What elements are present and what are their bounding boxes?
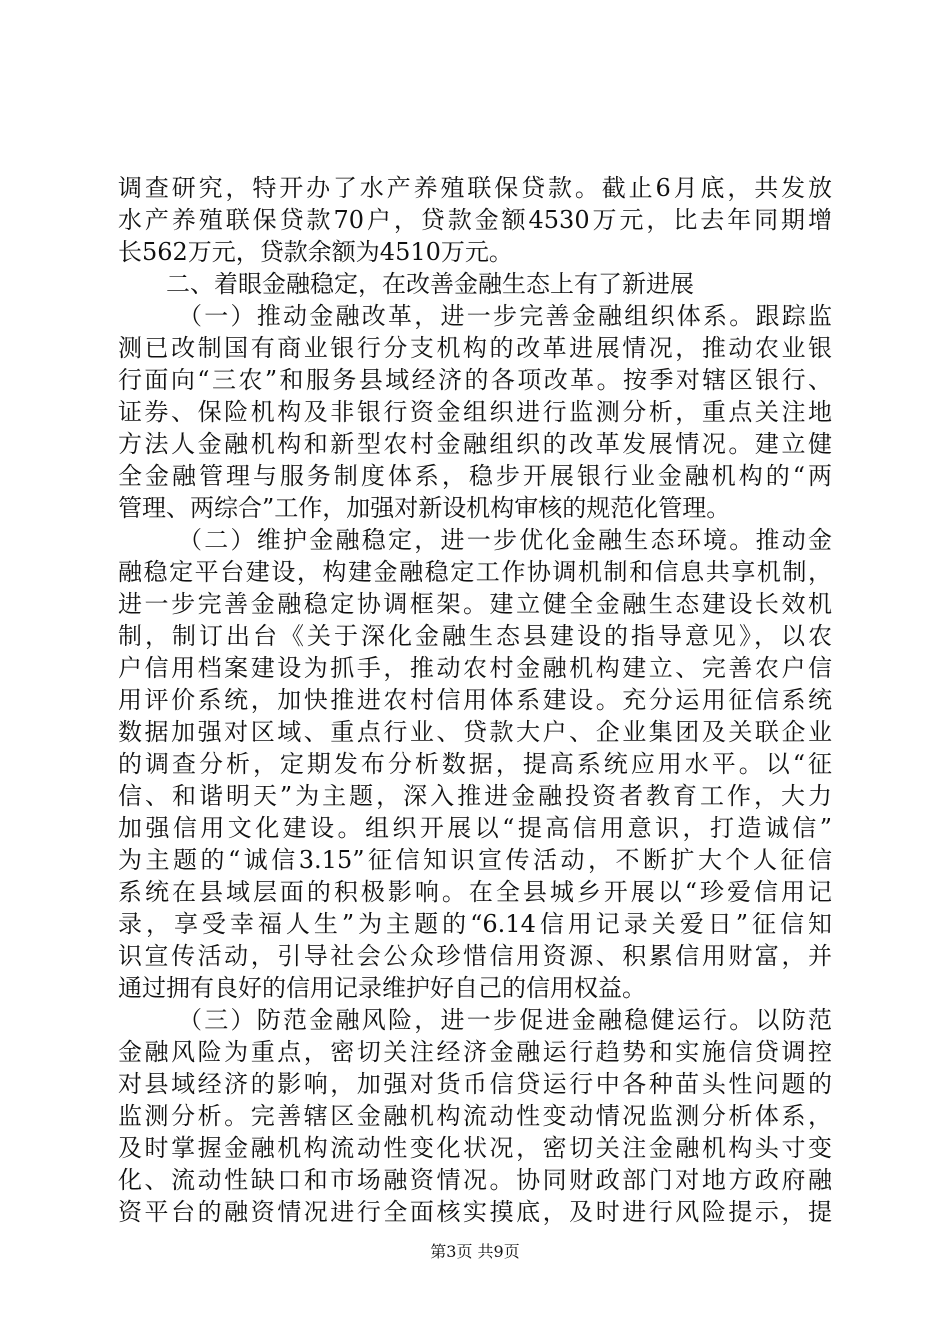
text-line: 全金融管理与服务制度体系，稳步开展银行业金融机构的“两 (118, 462, 832, 490)
text-line: 对县域经济的影响，加强对货币信贷运行中各种苗头性问题的 (118, 1070, 832, 1098)
text-line: 测已改制国有商业银行分支机构的改革进展情况，推动农业银 (118, 334, 832, 362)
text-line: 及时掌握金融机构流动性变化状况，密切关注金融机构头寸变 (118, 1134, 832, 1162)
page-footer: 第3页 共9页 (430, 1242, 520, 1261)
text-line: 长562万元，贷款余额为4510万元。 (118, 238, 513, 266)
text-line: 化、流动性缺口和市场融资情况。协同财政部门对地方政府融 (118, 1166, 832, 1194)
text-line: 系统在县域层面的积极影响。在全县城乡开展以“珍爱信用记 (118, 878, 832, 906)
text-line: 方法人金融机构和新型农村金融组织的改革发展情况。建立健 (118, 430, 832, 458)
text-line: 用评价系统，加快推进农村信用体系建设。充分运用征信系统 (118, 686, 832, 714)
text-line: （二）维护金融稳定，进一步优化金融生态环境。推动金 (178, 526, 832, 554)
text-line: 调查研究，特开办了水产养殖联保贷款。截止6月底，共发放 (118, 174, 832, 202)
text-line: 监测分析。完善辖区金融机构流动性变动情况监测分析体系， (118, 1102, 832, 1130)
text-line: 的调查分析，定期发布分析数据，提高系统应用水平。以“征 (118, 750, 832, 778)
text-line: （一）推动金融改革，进一步完善金融组织体系。跟踪监 (178, 302, 832, 330)
text-line: 数据加强对区域、重点行业、贷款大户、企业集团及关联企业 (118, 718, 832, 746)
text-line: 通过拥有良好的信用记录维护好自己的信用权益。 (118, 974, 646, 1002)
text-line: （三）防范金融风险，进一步促进金融稳健运行。以防范 (178, 1006, 832, 1034)
text-line: 行面向“三农”和服务县域经济的各项改革。按季对辖区银行、 (118, 366, 832, 394)
text-line: 管理、两综合”工作，加强对新设机构审核的规范化管理。 (118, 494, 731, 522)
text-line: 识宣传活动，引导社会公众珍惜信用资源、积累信用财富，并 (118, 942, 832, 970)
text-line: 信、和谐明天”为主题，深入推进金融投资者教育工作，大力 (118, 782, 832, 810)
text-line: 融稳定平台建设，构建金融稳定工作协调机制和信息共享机制， (118, 558, 832, 586)
text-line: 户信用档案建设为抓手，推动农村金融机构建立、完善农户信 (118, 654, 832, 682)
text-line: 水产养殖联保贷款70户，贷款金额4530万元，比去年同期增 (118, 206, 832, 234)
text-line: 资平台的融资情况进行全面核实摸底，及时进行风险提示，提 (118, 1198, 832, 1226)
text-line: 进一步完善金融稳定协调框架。建立健全金融生态建设长效机 (118, 590, 832, 618)
text-line: 录，享受幸福人生”为主题的“6.14信用记录关爱日”征信知 (118, 910, 832, 938)
text-line: 制，制订出台《关于深化金融生态县建设的指导意见》，以农 (118, 622, 832, 650)
text-line: 金融风险为重点，密切关注经济金融运行趋势和实施信贷调控 (118, 1038, 832, 1066)
text-line: 加强信用文化建设。组织开展以“提高信用意识，打造诚信” (118, 814, 832, 842)
document-body (118, 172, 832, 1228)
text-line: 二、着眼金融稳定，在改善金融生态上有了新进展 (166, 270, 694, 298)
text-line: 为主题的“诚信3.15”征信知识宣传活动，不断扩大个人征信 (118, 846, 832, 874)
text-line: 证券、保险机构及非银行资金组织进行监测分析，重点关注地 (118, 398, 832, 426)
